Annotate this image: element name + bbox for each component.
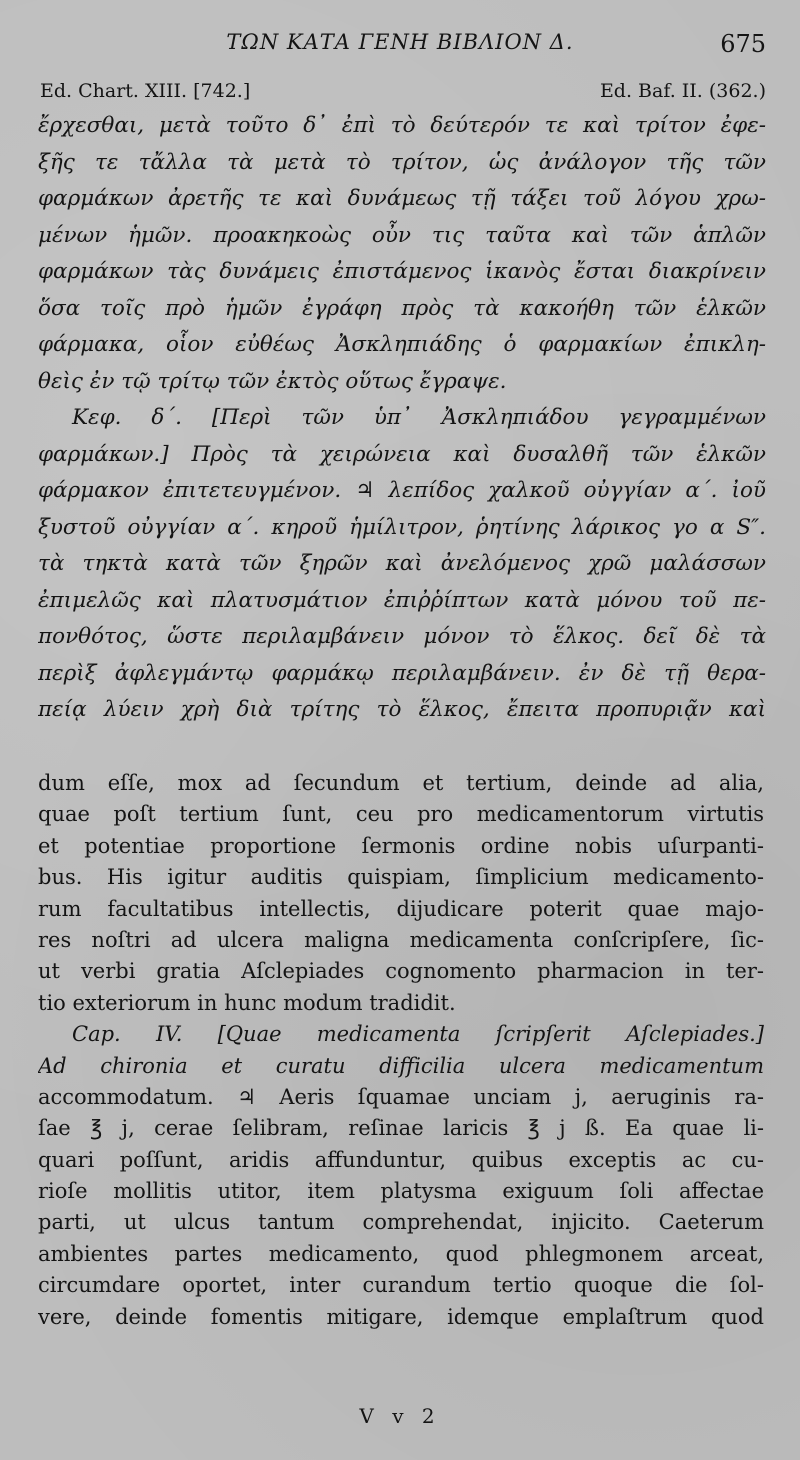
latin-line: ſae ℥ j, cerae ſelibram, reſinae laricis ℥ j ß. Ea quae li- (38, 1116, 764, 1141)
signature-mark: V v 2 (359, 1404, 441, 1428)
greek-line: φαρμάκων τὰς δυνάμεις ἐπιστάμενος ἱκανὸς ἔσται διακρίνειν (38, 259, 766, 284)
page-header (0, 24, 800, 64)
greek-line: φαρμάκων.] Πρὸς τὰ χειρώνεια καὶ δυσαλθῆ τῶν ἑλκῶν (38, 441, 766, 467)
latin-line: parti, ut ulcus tantum comprehendat, injicito. Caeterum (38, 1210, 764, 1235)
latin-line: ambientes partes medicamento, quod phlegmonem arceat, (38, 1241, 764, 1266)
greek-line: ξῆς τε τἄλλα τὰ μετὰ τὸ τρίτον, ὡς ἀνάλογον τῆς τῶν (38, 149, 766, 175)
greek-line: πείᾳ λύειν χρὴ διὰ τρίτης τὸ ἕλκος, ἔπειτα προπυριᾷν καὶ (38, 697, 766, 722)
latin-chapter-heading: Cap. IV. [Quae medicamenta ſcripſerit Aſclepiades.] (72, 1022, 764, 1047)
latin-line: accommodatum. ♃ Aeris ſquamae unciam j, aeruginis ra- (38, 1084, 764, 1109)
greek-line: φάρμακον ἐπιτετευγμένον. ♃ λεπίδος χαλκοῦ οὐγγίαν α΄. ἰοῦ (38, 478, 766, 503)
greek-text-block (38, 108, 766, 729)
latin-text-block (38, 768, 764, 1333)
greek-line: ὅσα τοῖς πρὸ ἡμῶν ἐγράφη πρὸς τὰ κακοήθη τῶν ἑλκῶν (38, 295, 766, 321)
latin-line: et potentiae proportione ſermonis ordine nobis uſurpanti- (38, 833, 764, 858)
latin-line: dum eſſe, mox ad ſecundum et tertium, deinde ad alia, (38, 771, 764, 795)
latin-line: circumdare oportet, inter curandum tertio quoque die ſol- (38, 1273, 764, 1298)
latin-line: rum facultatibus intellectis, dijudicare poterit quae majo- (38, 896, 764, 921)
latin-line: ut verbi gratia Aſclepiades cognomento pharmacion in ter- (38, 959, 764, 984)
greek-line: περὶξ ἀφλεγμάντῳ φαρμάκῳ περιλαμβάνειν. ἐν δὲ τῇ θερα- (38, 660, 766, 686)
greek-line: μένων ἡμῶν. προακηκοὼς οὖν τις ταῦτα καὶ τῶν ἁπλῶν (38, 222, 766, 248)
edition-references (40, 80, 766, 108)
latin-line: Ad chironia et curatu difficilia ulcera medicamentum (38, 1053, 764, 1078)
greek-line: τὰ τηκτὰ κατὰ τῶν ξηρῶν καὶ ἀνελόμενος χρῶ μαλάσσων (38, 551, 766, 576)
greek-chapter-heading: Κεφ. δ΄. [Περὶ τῶν ὑπ᾽ Ἀσκληπιάδου γεγραμμένων (72, 405, 766, 430)
latin-line: tio exteriorum in hunc modum tradidit. (38, 990, 456, 1015)
greek-line: ἐπιμελῶς καὶ πλατυσμάτιον ἐπιῤῥίπτων κατὰ μόνου τοῦ πε- (38, 587, 766, 613)
latin-line: rioſe mollitis utitor, item platysma exiguum ſoli affectae (38, 1179, 764, 1204)
edition-basel: Ed. Baf. II. (362.) (599, 80, 766, 102)
edition-chartier: Ed. Chart. XIII. [742.] (40, 80, 251, 102)
greek-line: ξυστοῦ οὐγγίαν α΄. κηροῦ ἡμίλιτρον, ῥητίνης λάρικος γο α S″. (38, 514, 766, 540)
latin-line: quari poſſunt, aridis affunduntur, quibus exceptis ac cu- (38, 1147, 764, 1172)
running-title: ΤΩΝ ΚΑΤΑ ΓΕΝΗ ΒΙΒΛΙΟΝ Δ. (226, 30, 574, 54)
latin-line: bus. His igitur auditis quispiam, ſimplicium medicamento- (38, 865, 764, 890)
greek-line: φάρμακα, οἷον εὐθέως Ἀσκληπιάδης ὁ φαρμακίων ἐπικλη- (38, 332, 766, 357)
greek-line: φαρμάκων ἀρετῆς τε καὶ δυνάμεως τῇ τάξει τοῦ λόγου χρω- (38, 186, 766, 211)
latin-line: quae poſt tertium ſunt, ceu pro medicamentorum virtutis (38, 802, 764, 827)
latin-line: vere, deinde fomentis mitigare, idemque emplaſtrum quod (38, 1304, 764, 1329)
page-number: 675 (720, 30, 766, 58)
greek-line: πονθότος, ὥστε περιλαμβάνειν μόνον τὸ ἕλκος. δεῖ δὲ τὰ (38, 624, 766, 649)
greek-line: θεὶς ἐν τῷ τρίτῳ τῶν ἐκτὸς οὕτως ἔγραψε. (38, 368, 507, 394)
latin-line: res noſtri ad ulcera maligna medicamenta conſcripſere, ſic- (38, 927, 764, 952)
greek-line: ἔρχεσθαι, μετὰ τοῦτο δ᾽ ἐπὶ τὸ δεύτερόν τε καὶ τρίτον ἐφε- (38, 113, 766, 138)
